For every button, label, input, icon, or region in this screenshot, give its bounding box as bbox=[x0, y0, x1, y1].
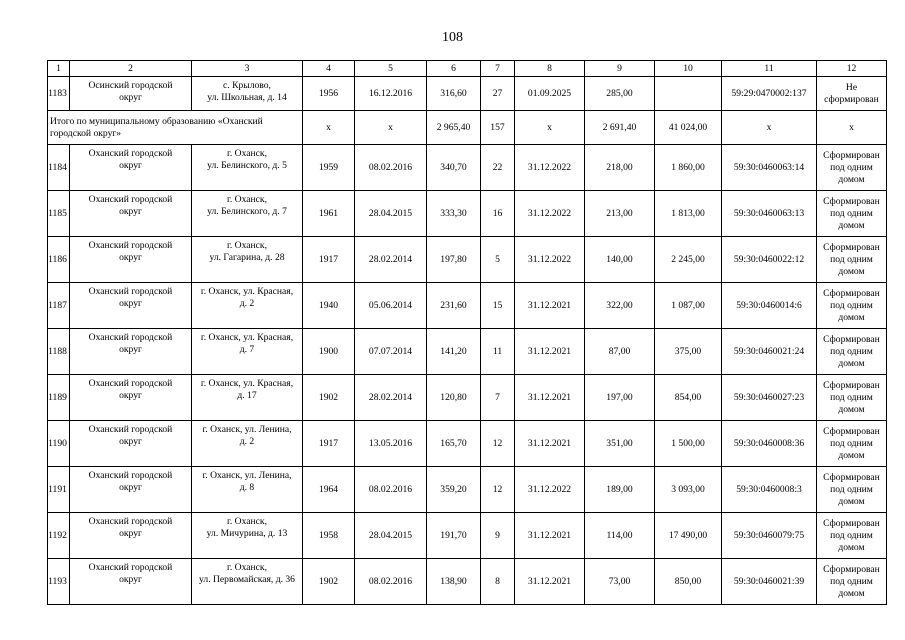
area-cell: 359,20 bbox=[427, 467, 481, 513]
row-number: 1189 bbox=[48, 375, 70, 421]
cadastre-cell: 59:30:0460021:39 bbox=[722, 559, 817, 605]
column-header: 6 bbox=[427, 61, 481, 77]
date-cell: 08.02.2016 bbox=[355, 559, 427, 605]
residents-cell: 11 bbox=[481, 329, 515, 375]
year-cell: 1940 bbox=[303, 283, 355, 329]
row-number: 1190 bbox=[48, 421, 70, 467]
address-line: с. Крылово, bbox=[223, 80, 271, 91]
status-cell bbox=[817, 329, 887, 375]
area2-cell: 189,00 bbox=[585, 467, 655, 513]
district-cell bbox=[70, 283, 192, 329]
year-cell: 1902 bbox=[303, 559, 355, 605]
address-cell bbox=[192, 513, 303, 559]
residents-cell: 27 bbox=[481, 77, 515, 111]
district-cell bbox=[70, 329, 192, 375]
column-number-row bbox=[48, 61, 887, 77]
residents-cell: 15 bbox=[481, 283, 515, 329]
address-line: д. 2 bbox=[239, 298, 255, 309]
district-line: округ bbox=[119, 160, 142, 171]
cadastre-cell: 59:30:0460021:24 bbox=[722, 329, 817, 375]
date-cell: 08.02.2016 bbox=[355, 145, 427, 191]
cadastre-cell: 59:30:0460008:3 bbox=[722, 467, 817, 513]
deadline-cell: 31.12.2022 bbox=[515, 237, 585, 283]
address-cell bbox=[192, 237, 303, 283]
status-cell bbox=[817, 421, 887, 467]
status-line: Сформирован bbox=[823, 517, 880, 529]
total-cell: x bbox=[355, 111, 427, 145]
address-cell bbox=[192, 467, 303, 513]
status-line: Сформирован bbox=[823, 425, 880, 437]
status-line: домом bbox=[838, 403, 865, 415]
cost-cell: 1 087,00 bbox=[655, 283, 722, 329]
area-cell: 231,60 bbox=[427, 283, 481, 329]
column-header: 8 bbox=[515, 61, 585, 77]
status-line: домом bbox=[838, 265, 865, 277]
status-line: домом bbox=[838, 449, 865, 461]
status-line: под одним bbox=[830, 207, 873, 219]
address-cell bbox=[192, 145, 303, 191]
address-line: ул. Мичурина, д. 13 bbox=[206, 528, 288, 539]
address-line: г. Оханск, bbox=[227, 240, 267, 251]
column-header: 1 bbox=[48, 61, 70, 77]
district-line: округ bbox=[119, 92, 142, 103]
date-cell: 28.02.2014 bbox=[355, 237, 427, 283]
residents-cell: 12 bbox=[481, 421, 515, 467]
date-cell: 28.02.2014 bbox=[355, 375, 427, 421]
district-cell bbox=[70, 421, 192, 467]
residents-cell: 22 bbox=[481, 145, 515, 191]
status-cell bbox=[817, 283, 887, 329]
year-cell: 1958 bbox=[303, 513, 355, 559]
cadastre-cell: 59:30:0460008:36 bbox=[722, 421, 817, 467]
area-cell: 197,80 bbox=[427, 237, 481, 283]
address-line: г. Оханск, ул. Ленина, bbox=[202, 424, 292, 435]
status-line: Сформирован bbox=[823, 287, 880, 299]
table-row bbox=[48, 283, 887, 329]
year-cell: 1902 bbox=[303, 375, 355, 421]
status-line: под одним bbox=[830, 529, 873, 541]
cost-cell: 1 500,00 bbox=[655, 421, 722, 467]
cost-cell: 1 813,00 bbox=[655, 191, 722, 237]
cadastre-cell: 59:29:0470002:137 bbox=[722, 77, 817, 111]
cost-cell: 17 490,00 bbox=[655, 513, 722, 559]
district-line: Оханский городской bbox=[88, 240, 173, 251]
housing-register-table bbox=[47, 60, 887, 605]
status-cell bbox=[817, 191, 887, 237]
area2-cell: 197,00 bbox=[585, 375, 655, 421]
date-cell: 28.04.2015 bbox=[355, 191, 427, 237]
status-line: Сформирован bbox=[823, 195, 880, 207]
address-cell bbox=[192, 375, 303, 421]
deadline-cell: 31.12.2022 bbox=[515, 191, 585, 237]
district-line: округ bbox=[119, 252, 142, 263]
area-cell: 333,30 bbox=[427, 191, 481, 237]
address-line: г. Оханск, ул. Ленина, bbox=[202, 470, 292, 481]
district-line: округ bbox=[119, 344, 142, 355]
deadline-cell: 31.12.2021 bbox=[515, 421, 585, 467]
district-line: округ bbox=[119, 482, 142, 493]
column-header: 10 bbox=[655, 61, 722, 77]
cost-cell: 3 093,00 bbox=[655, 467, 722, 513]
table-row bbox=[48, 421, 887, 467]
residents-cell: 5 bbox=[481, 237, 515, 283]
address-cell bbox=[192, 77, 303, 111]
table-row bbox=[48, 145, 887, 191]
district-line: Осинский городской bbox=[88, 80, 173, 91]
district-line: округ bbox=[119, 574, 142, 585]
status-line: Сформирован bbox=[823, 471, 880, 483]
date-cell: 16.12.2016 bbox=[355, 77, 427, 111]
status-line: под одним bbox=[830, 391, 873, 403]
column-header: 4 bbox=[303, 61, 355, 77]
address-line: д. 7 bbox=[239, 344, 255, 355]
district-cell bbox=[70, 237, 192, 283]
deadline-cell: 31.12.2021 bbox=[515, 559, 585, 605]
date-cell: 28.04.2015 bbox=[355, 513, 427, 559]
column-header: 9 bbox=[585, 61, 655, 77]
residents-cell: 16 bbox=[481, 191, 515, 237]
area-cell: 191,70 bbox=[427, 513, 481, 559]
address-cell bbox=[192, 559, 303, 605]
date-cell: 07.07.2014 bbox=[355, 329, 427, 375]
year-cell: 1956 bbox=[303, 77, 355, 111]
status-line: Сформирован bbox=[823, 333, 880, 345]
status-cell bbox=[817, 237, 887, 283]
status-line: под одним bbox=[830, 437, 873, 449]
address-line: ул. Первомайская, д. 36 bbox=[199, 574, 295, 585]
address-cell bbox=[192, 191, 303, 237]
status-line: под одним bbox=[830, 299, 873, 311]
row-number: 1188 bbox=[48, 329, 70, 375]
column-header: 5 bbox=[355, 61, 427, 77]
column-header: 11 bbox=[722, 61, 817, 77]
date-cell: 08.02.2016 bbox=[355, 467, 427, 513]
district-line: Оханский городской bbox=[88, 424, 173, 435]
area2-cell: 140,00 bbox=[585, 237, 655, 283]
area2-cell: 213,00 bbox=[585, 191, 655, 237]
cost-cell: 1 860,00 bbox=[655, 145, 722, 191]
district-line: округ bbox=[119, 390, 142, 401]
page-number: 108 bbox=[442, 30, 463, 45]
total-cell: 157 bbox=[481, 111, 515, 145]
area-cell: 316,60 bbox=[427, 77, 481, 111]
total-row bbox=[48, 111, 887, 145]
cadastre-cell: 59:30:0460063:13 bbox=[722, 191, 817, 237]
status-cell bbox=[817, 467, 887, 513]
total-cell: 2 965,40 bbox=[427, 111, 481, 145]
area-cell: 340,70 bbox=[427, 145, 481, 191]
year-cell: 1917 bbox=[303, 421, 355, 467]
area-cell: 141,20 bbox=[427, 329, 481, 375]
district-line: Оханский городской bbox=[88, 470, 173, 481]
total-cell: 2 691,40 bbox=[585, 111, 655, 145]
row-number: 1193 bbox=[48, 559, 70, 605]
district-cell bbox=[70, 77, 192, 111]
address-cell bbox=[192, 329, 303, 375]
status-line: под одним bbox=[830, 575, 873, 587]
total-cell: 41 024,00 bbox=[655, 111, 722, 145]
total-label: Итого по муниципальному образованию «Оханский городской округ» bbox=[48, 111, 303, 145]
table-row bbox=[48, 191, 887, 237]
area2-cell: 322,00 bbox=[585, 283, 655, 329]
status-cell bbox=[817, 145, 887, 191]
district-line: Оханский городской bbox=[88, 562, 173, 573]
column-header: 12 bbox=[817, 61, 887, 77]
cost-cell bbox=[655, 77, 722, 111]
district-line: Оханский городской bbox=[88, 516, 173, 527]
district-line: округ bbox=[119, 528, 142, 539]
status-cell bbox=[817, 559, 887, 605]
status-line: под одним bbox=[830, 483, 873, 495]
row-number: 1192 bbox=[48, 513, 70, 559]
table-row bbox=[48, 329, 887, 375]
residents-cell: 7 bbox=[481, 375, 515, 421]
status-line: под одним bbox=[830, 345, 873, 357]
district-cell bbox=[70, 191, 192, 237]
deadline-cell: 31.12.2022 bbox=[515, 145, 585, 191]
cost-cell: 375,00 bbox=[655, 329, 722, 375]
address-line: г. Оханск, bbox=[227, 516, 267, 527]
district-line: Оханский городской bbox=[88, 194, 173, 205]
residents-cell: 12 bbox=[481, 467, 515, 513]
area2-cell: 87,00 bbox=[585, 329, 655, 375]
district-cell bbox=[70, 375, 192, 421]
table-row bbox=[48, 77, 887, 111]
address-line: ул. Школьная, д. 14 bbox=[207, 92, 287, 103]
status-line: Сформирован bbox=[823, 563, 880, 575]
residents-cell: 9 bbox=[481, 513, 515, 559]
area2-cell: 351,00 bbox=[585, 421, 655, 467]
address-line: ул. Гагарина, д. 28 bbox=[209, 252, 285, 263]
address-line: ул. Белинского, д. 5 bbox=[207, 160, 287, 171]
status-line: домом bbox=[838, 219, 865, 231]
deadline-cell: 31.12.2021 bbox=[515, 283, 585, 329]
address-line: д. 8 bbox=[239, 482, 255, 493]
table-row bbox=[48, 513, 887, 559]
status-line: под одним bbox=[830, 161, 873, 173]
status-line: домом bbox=[838, 541, 865, 553]
cadastre-cell: 59:30:0460022:12 bbox=[722, 237, 817, 283]
status-line: Сформирован bbox=[823, 379, 880, 391]
status-cell bbox=[817, 513, 887, 559]
status-line: домом bbox=[838, 357, 865, 369]
status-line: Сформирован bbox=[823, 149, 880, 161]
residents-cell: 8 bbox=[481, 559, 515, 605]
area2-cell: 73,00 bbox=[585, 559, 655, 605]
district-line: округ bbox=[119, 436, 142, 447]
area-cell: 120,80 bbox=[427, 375, 481, 421]
status-line: домом bbox=[838, 311, 865, 323]
status-cell bbox=[817, 77, 887, 111]
row-number: 1187 bbox=[48, 283, 70, 329]
cost-cell: 2 245,00 bbox=[655, 237, 722, 283]
status-line: домом bbox=[838, 495, 865, 507]
area2-cell: 218,00 bbox=[585, 145, 655, 191]
district-cell bbox=[70, 513, 192, 559]
table-row bbox=[48, 237, 887, 283]
address-line: г. Оханск, bbox=[227, 562, 267, 573]
column-header: 3 bbox=[192, 61, 303, 77]
district-line: Оханский городской bbox=[88, 332, 173, 343]
cost-cell: 850,00 bbox=[655, 559, 722, 605]
district-line: Оханский городской bbox=[88, 378, 173, 389]
status-line: Не bbox=[845, 81, 858, 93]
total-cell: x bbox=[303, 111, 355, 145]
cadastre-cell: 59:30:0460063:14 bbox=[722, 145, 817, 191]
table-row bbox=[48, 559, 887, 605]
table-row bbox=[48, 467, 887, 513]
deadline-cell: 01.09.2025 bbox=[515, 77, 585, 111]
address-line: ул. Белинского, д. 7 bbox=[207, 206, 287, 217]
area-cell: 165,70 bbox=[427, 421, 481, 467]
column-header: 2 bbox=[70, 61, 192, 77]
column-header: 7 bbox=[481, 61, 515, 77]
total-cell: x bbox=[515, 111, 585, 145]
row-number: 1191 bbox=[48, 467, 70, 513]
cost-cell: 854,00 bbox=[655, 375, 722, 421]
row-number: 1183 bbox=[48, 77, 70, 111]
address-line: д. 17 bbox=[237, 390, 257, 401]
cadastre-cell: 59:30:0460014:6 bbox=[722, 283, 817, 329]
district-line: округ bbox=[119, 206, 142, 217]
table-row bbox=[48, 375, 887, 421]
status-line: домом bbox=[838, 587, 865, 599]
deadline-cell: 31.12.2021 bbox=[515, 375, 585, 421]
address-line: г. Оханск, ул. Красная, bbox=[200, 286, 294, 297]
row-number: 1184 bbox=[48, 145, 70, 191]
area2-cell: 285,00 bbox=[585, 77, 655, 111]
row-number: 1185 bbox=[48, 191, 70, 237]
area2-cell: 114,00 bbox=[585, 513, 655, 559]
cadastre-cell: 59:30:0460079:75 bbox=[722, 513, 817, 559]
address-line: г. Оханск, bbox=[227, 194, 267, 205]
address-cell bbox=[192, 283, 303, 329]
status-line: под одним bbox=[830, 253, 873, 265]
status-cell bbox=[817, 375, 887, 421]
district-line: округ bbox=[119, 298, 142, 309]
deadline-cell: 31.12.2021 bbox=[515, 329, 585, 375]
date-cell: 05.06.2014 bbox=[355, 283, 427, 329]
address-line: г. Оханск, ул. Красная, bbox=[200, 332, 294, 343]
total-cell: x bbox=[817, 111, 887, 145]
row-number: 1186 bbox=[48, 237, 70, 283]
date-cell: 13.05.2016 bbox=[355, 421, 427, 467]
district-line: Оханский городской bbox=[88, 286, 173, 297]
district-cell bbox=[70, 467, 192, 513]
status-line: Сформирован bbox=[823, 241, 880, 253]
cadastre-cell: 59:30:0460027:23 bbox=[722, 375, 817, 421]
district-cell bbox=[70, 145, 192, 191]
address-cell bbox=[192, 421, 303, 467]
year-cell: 1900 bbox=[303, 329, 355, 375]
total-cell: x bbox=[722, 111, 817, 145]
district-line: Оханский городской bbox=[88, 148, 173, 159]
year-cell: 1917 bbox=[303, 237, 355, 283]
year-cell: 1959 bbox=[303, 145, 355, 191]
status-line: сформирован bbox=[824, 93, 879, 105]
deadline-cell: 31.12.2022 bbox=[515, 467, 585, 513]
address-line: д. 2 bbox=[239, 436, 255, 447]
year-cell: 1964 bbox=[303, 467, 355, 513]
year-cell: 1961 bbox=[303, 191, 355, 237]
status-line: домом bbox=[838, 173, 865, 185]
deadline-cell: 31.12.2021 bbox=[515, 513, 585, 559]
address-line: г. Оханск, ул. Красная, bbox=[200, 378, 294, 389]
address-line: г. Оханск, bbox=[227, 148, 267, 159]
district-cell bbox=[70, 559, 192, 605]
area-cell: 138,90 bbox=[427, 559, 481, 605]
